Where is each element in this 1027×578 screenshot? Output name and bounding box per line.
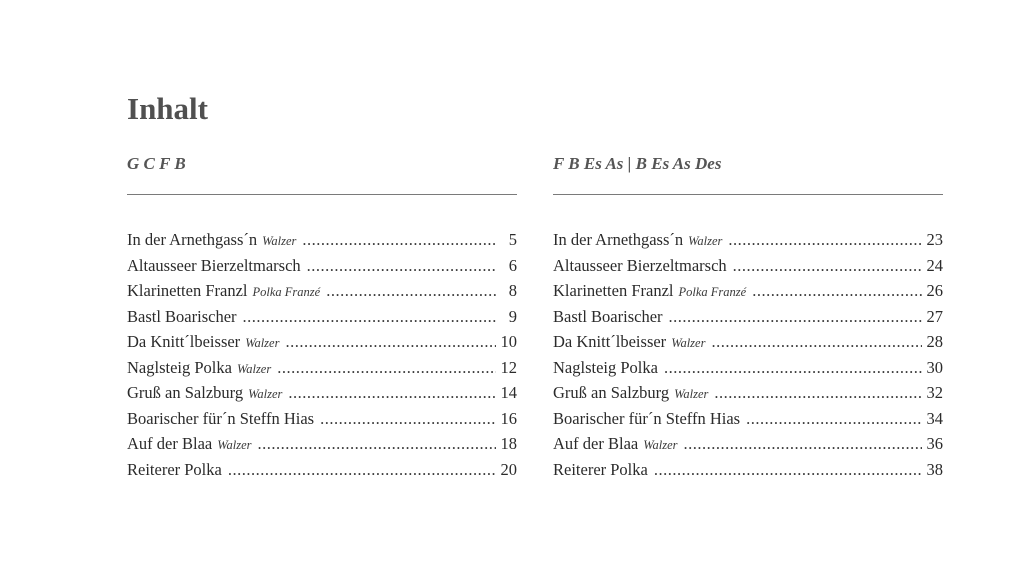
dot-leader [288, 380, 495, 406]
dot-leader [728, 227, 921, 253]
entry-title: Bastl Boarischer [553, 306, 663, 326]
toc-entry[interactable] [553, 227, 943, 253]
entry-page-number: 26 [926, 281, 943, 300]
entry-dance-type: Walzer [245, 336, 280, 350]
toc-column-gcfb [127, 152, 517, 482]
entry-page-number: 38 [926, 459, 943, 479]
entry-page-number: 20 [500, 459, 517, 479]
entry-page-number: 23 [926, 230, 943, 249]
dot-leader [664, 355, 922, 381]
column-heading: G C F B [127, 154, 186, 173]
dot-leader [307, 253, 496, 279]
entry-title: Naglsteig Polka [127, 357, 232, 377]
toc-entry[interactable] [127, 406, 517, 432]
entry-title: Boarischer für´n Steffn Hias [127, 408, 315, 428]
toc-list [553, 227, 943, 482]
entry-page-number: 36 [926, 434, 943, 453]
entry-title: Altausseer Bierzeltmarsch [127, 255, 301, 275]
toc-entry[interactable] [127, 227, 517, 253]
entry-page-number: 12 [500, 357, 517, 377]
dot-leader [277, 355, 495, 381]
toc-entry[interactable] [553, 253, 943, 279]
entry-page-number: 24 [926, 255, 943, 275]
dot-leader [683, 431, 921, 457]
entry-dance-type: Walzer [671, 336, 706, 350]
entry-title: Gruß an Salzburg [553, 383, 670, 402]
entry-title: Boarischer für´n Steffn Hias [553, 408, 741, 428]
entry-title: Reiterer Polka [127, 459, 222, 479]
toc-entry[interactable] [127, 329, 517, 355]
toc-entry[interactable] [553, 457, 943, 483]
toc-column-fbesas [553, 152, 943, 482]
entry-page-number: 18 [500, 434, 517, 453]
entry-page-number: 8 [508, 281, 517, 300]
entry-title: Gruß an Salzburg [127, 383, 244, 402]
entry-dance-type: Walzer [674, 387, 709, 401]
entry-title: Klarinetten Franzl [127, 281, 248, 300]
entry-page-number: 5 [508, 230, 517, 249]
entry-title: Klarinetten Franzl [553, 281, 674, 300]
toc-entry[interactable] [127, 431, 517, 457]
toc-entry[interactable] [553, 278, 943, 304]
entry-title: In der Arnethgass´n [127, 230, 258, 249]
entry-page-number: 9 [508, 306, 517, 326]
toc-entry[interactable] [127, 355, 517, 381]
toc-entry[interactable] [127, 278, 517, 304]
entry-dance-type: Walzer [262, 234, 297, 248]
toc-entry[interactable] [127, 457, 517, 483]
dot-leader [733, 253, 922, 279]
toc-entry[interactable] [553, 329, 943, 355]
entry-dance-type: Walzer [248, 387, 283, 401]
dot-leader [711, 329, 921, 355]
entry-page-number: 14 [500, 383, 517, 402]
heading-divider [127, 194, 517, 195]
entry-dance-type: Walzer [217, 438, 252, 452]
dot-leader [669, 304, 922, 330]
entry-page-number: 30 [926, 357, 943, 377]
dot-leader [320, 406, 495, 432]
toc-list [127, 227, 517, 482]
entry-title: Bastl Boarischer [127, 306, 237, 326]
toc-entry[interactable] [127, 253, 517, 279]
dot-leader [714, 380, 921, 406]
page-title: Inhalt [127, 91, 208, 126]
entry-title: Reiterer Polka [553, 459, 648, 479]
column-heading: F B Es As | B Es As Des [553, 154, 722, 173]
entry-dance-type: Polka Franzé [678, 285, 747, 299]
entry-page-number: 32 [926, 383, 943, 402]
dot-leader [257, 431, 495, 457]
entry-page-number: 34 [926, 408, 943, 428]
entry-title: Da Knitt´lbeisser [127, 332, 241, 351]
dot-leader [752, 278, 921, 304]
entry-dance-type: Polka Franzé [252, 285, 321, 299]
dot-leader [243, 304, 496, 330]
entry-dance-type: Walzer [643, 438, 678, 452]
entry-title: In der Arnethgass´n [553, 230, 684, 249]
toc-entry[interactable] [553, 406, 943, 432]
toc-entry[interactable] [553, 380, 943, 406]
entry-title: Naglsteig Polka [553, 357, 658, 377]
entry-title: Altausseer Bierzeltmarsch [553, 255, 727, 275]
toc-entry[interactable] [127, 304, 517, 330]
entry-title: Auf der Blaa [553, 434, 639, 453]
toc-entry[interactable] [553, 431, 943, 457]
toc-entry[interactable] [553, 304, 943, 330]
dot-leader [302, 227, 496, 253]
dot-leader [654, 457, 922, 483]
entry-dance-type: Walzer [236, 361, 272, 376]
heading-divider [553, 194, 943, 195]
toc-entry[interactable] [553, 355, 943, 381]
entry-page-number: 28 [926, 332, 943, 351]
dot-leader [746, 406, 921, 432]
entry-title: Da Knitt´lbeisser [553, 332, 667, 351]
entry-page-number: 10 [500, 332, 517, 351]
entry-dance-type: Walzer [688, 234, 723, 248]
dot-leader [326, 278, 496, 304]
entry-page-number: 6 [508, 255, 517, 275]
dot-leader [228, 457, 496, 483]
dot-leader [285, 329, 495, 355]
entry-page-number: 16 [500, 408, 517, 428]
entry-page-number: 27 [926, 306, 943, 326]
toc-entry[interactable] [127, 380, 517, 406]
entry-title: Auf der Blaa [127, 434, 213, 453]
